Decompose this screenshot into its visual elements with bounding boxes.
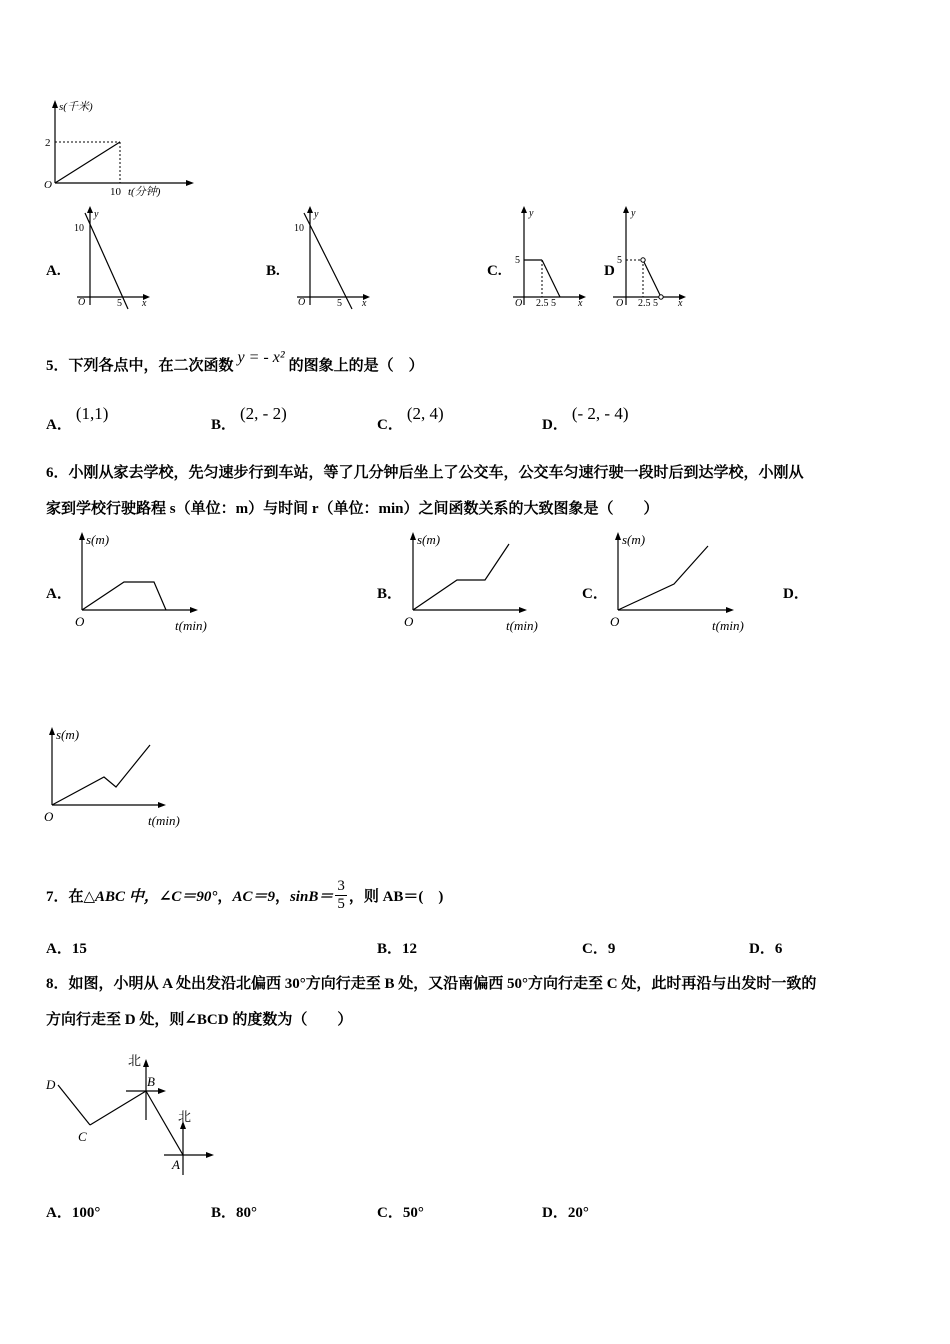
q8-option-c[interactable]: C．50° bbox=[377, 1205, 424, 1221]
q5-formula: y = - x² bbox=[237, 349, 285, 366]
q4-a-o: O bbox=[78, 297, 86, 308]
q6-option-a-label[interactable]: A． bbox=[46, 586, 72, 602]
q5-option-a[interactable] bbox=[46, 404, 109, 435]
q4-option-b-graph bbox=[292, 205, 372, 310]
q8-point-c: C bbox=[78, 1129, 87, 1144]
q6-c-xlabel: t(min) bbox=[712, 618, 744, 633]
q4-d-xticks: 2.5 5 bbox=[638, 298, 658, 309]
q4-c-o: O bbox=[515, 298, 523, 309]
q4-graph-origin: O bbox=[44, 179, 52, 191]
q4-b-x: x bbox=[362, 298, 367, 309]
q4-graph-xlabel: t(分钟) bbox=[128, 186, 161, 198]
q6-b-origin: O bbox=[404, 614, 414, 629]
q7-triangle: △ABC bbox=[83, 888, 126, 905]
q4-option-b-label[interactable]: B. bbox=[266, 263, 280, 279]
q6-question-line2: 家到学校行驶路程 s（单位：m）与时间 r（单位：min）之间函数关系的大致图象是（ ） bbox=[46, 501, 659, 517]
q6-option-c-graph bbox=[608, 530, 758, 635]
q4-d-x: x bbox=[678, 298, 683, 309]
q6-option-c-label[interactable]: C． bbox=[582, 586, 608, 602]
q5-option-a-value: (1,1) bbox=[75, 404, 109, 423]
q4-b-y: y bbox=[314, 209, 319, 220]
q4-d-ytick: 5 bbox=[617, 255, 622, 266]
q4-a-x: x bbox=[142, 298, 147, 309]
q8-question-line1: 8．如图，小明从 A 处出发沿北偏西 30°方向行走至 B 处，又沿南偏西 50°方向行走至 C 处，此时再沿与出发时一致的 bbox=[46, 976, 817, 992]
q7-option-c[interactable]: C．9 bbox=[582, 941, 616, 957]
q8-north-b: 北 bbox=[128, 1053, 142, 1068]
q4-a-y: y bbox=[94, 209, 99, 220]
q4-option-c-graph bbox=[508, 205, 588, 310]
q5-option-b-label: B． bbox=[211, 417, 237, 433]
q4-option-a-graph bbox=[72, 205, 152, 310]
q5-text-before: 5．下列各点中，在二次函数 bbox=[46, 358, 234, 374]
q6-d-ylabel: s(m) bbox=[56, 727, 80, 742]
q6-a-ylabel: s(m) bbox=[86, 532, 110, 547]
q8-direction-figure bbox=[42, 1045, 222, 1185]
q5-text-after: 的图象上的是（ ） bbox=[288, 358, 424, 374]
q6-c-origin: O bbox=[610, 614, 620, 629]
q5-option-d-value: (- 2, - 4) bbox=[571, 404, 629, 423]
q7-option-d[interactable]: D．6 bbox=[749, 941, 783, 957]
q4-b-ytick: 10 bbox=[294, 223, 304, 234]
q7-sep2: ， bbox=[274, 888, 290, 905]
q4-distance-time-graph bbox=[40, 98, 220, 198]
q7-sep1: ， bbox=[217, 888, 233, 905]
q4-a-ytick: 10 bbox=[74, 223, 84, 234]
q5-option-d[interactable] bbox=[542, 404, 629, 435]
q4-d-o: O bbox=[616, 298, 624, 309]
q6-option-d-graph bbox=[42, 725, 192, 830]
q5-option-b[interactable] bbox=[211, 404, 287, 435]
q8-option-b[interactable]: B．80° bbox=[211, 1205, 258, 1221]
q4-graph-xtick: 10 bbox=[110, 186, 121, 198]
q4-option-a-label[interactable]: A. bbox=[46, 263, 61, 279]
q6-d-xlabel: t(min) bbox=[148, 813, 180, 828]
q4-graph-ytick: 2 bbox=[45, 137, 51, 149]
q5-option-c-value: (2, 4) bbox=[406, 404, 444, 423]
q6-option-d-label[interactable]: D． bbox=[783, 586, 809, 602]
q7-suffix: ，则 AB＝( ) bbox=[348, 888, 444, 905]
q7-fraction bbox=[335, 878, 347, 913]
q8-point-d: D bbox=[46, 1077, 56, 1092]
q8-option-d[interactable]: D．20° bbox=[542, 1205, 589, 1221]
q5-option-b-value: (2, - 2) bbox=[240, 404, 287, 423]
q4-option-c-label[interactable]: C. bbox=[487, 263, 502, 279]
q7-angle: ∠C＝90° bbox=[158, 888, 218, 905]
q6-d-origin: O bbox=[44, 809, 54, 824]
q5-option-c-label: C． bbox=[377, 417, 403, 433]
q4-d-y: y bbox=[631, 208, 636, 219]
q7-ac: AC＝9 bbox=[232, 888, 275, 905]
q6-a-xlabel: t(min) bbox=[175, 618, 207, 633]
q4-c-ytick: 5 bbox=[515, 255, 520, 266]
q7-fraction-num: 3 bbox=[337, 878, 345, 894]
q4-c-xticks: 2.5 5 bbox=[536, 298, 556, 309]
q5-option-c[interactable] bbox=[377, 404, 444, 435]
q6-b-ylabel: s(m) bbox=[417, 532, 441, 547]
q4-option-d-label[interactable]: D bbox=[604, 263, 615, 279]
q7-mid: 中， bbox=[125, 888, 159, 905]
q8-north-a: 北 bbox=[178, 1109, 192, 1124]
q4-graph-ylabel: s(千米) bbox=[59, 101, 93, 113]
q7-fraction-den: 5 bbox=[337, 896, 345, 912]
q8-question-line2: 方向行走至 D 处，则∠BCD 的度数为（ ） bbox=[46, 1012, 353, 1028]
q4-option-d-graph bbox=[608, 205, 688, 310]
q4-c-y: y bbox=[529, 208, 534, 219]
q7-option-b[interactable]: B．12 bbox=[377, 941, 418, 957]
q5-option-d-label: D． bbox=[542, 417, 568, 433]
q4-c-x: x bbox=[578, 298, 583, 309]
q6-b-xlabel: t(min) bbox=[506, 618, 538, 633]
q6-option-b-label[interactable]: B． bbox=[377, 586, 403, 602]
q8-option-a[interactable]: A．100° bbox=[46, 1205, 101, 1221]
q5-question bbox=[46, 349, 424, 376]
q6-question-line1: 6．小刚从家去学校，先匀速步行到车站，等了几分钟后坐上了公交车，公交车匀速行驶一段时后到达学校，小刚从 bbox=[46, 465, 804, 481]
q6-option-b-graph bbox=[403, 530, 553, 635]
q4-b-o: O bbox=[298, 297, 306, 308]
q8-point-b: B bbox=[147, 1074, 155, 1089]
q8-point-a: A bbox=[172, 1157, 180, 1172]
q7-option-a[interactable]: A．15 bbox=[46, 941, 87, 957]
q4-a-xtick: 5 bbox=[117, 298, 122, 309]
q7-prefix: 7．在 bbox=[46, 888, 84, 905]
q7-question bbox=[46, 880, 443, 915]
q6-a-origin: O bbox=[75, 614, 85, 629]
q7-sinb: sinB＝ bbox=[289, 888, 334, 905]
q6-c-ylabel: s(m) bbox=[622, 532, 646, 547]
q6-option-a-graph bbox=[72, 530, 222, 635]
q5-option-a-label: A． bbox=[46, 417, 72, 433]
q4-b-xtick: 5 bbox=[337, 298, 342, 309]
